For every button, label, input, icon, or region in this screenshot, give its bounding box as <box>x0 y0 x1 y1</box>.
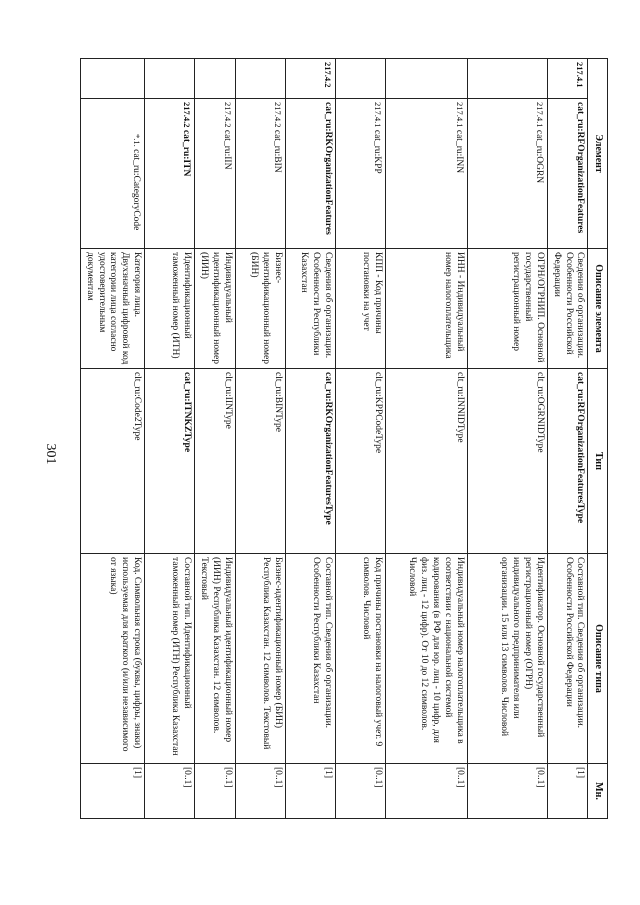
element-description: КПП - Код причины постановки на учет <box>335 249 385 369</box>
element-name-text: cat_ru:CategoryCode <box>131 149 142 231</box>
element-description: Индивидуальный идентификационный номер (ИИН) <box>195 249 236 369</box>
type-description: Индивидуальный идентификационный номер (ИИН) Республика Казахстан. 12 символов. Текстовый <box>195 554 236 764</box>
type-description: Составной тип. Идентификационный таможенный номер (ИТН) Республика Казахстан <box>145 554 195 764</box>
table-row <box>80 59 144 819</box>
element-type: clt_ru:OGRNIDType <box>467 369 547 554</box>
header-multiplicity: Мн. <box>588 764 608 819</box>
element-type: clt_ru:Code2Type <box>80 369 144 554</box>
multiplicity: [1] <box>547 764 588 819</box>
row-number: 217.4.1 <box>454 102 465 128</box>
table-row <box>195 59 236 819</box>
page-number: 301 <box>43 443 58 465</box>
element-description: ИНН - Индивидуальный номер налогоплательщика <box>385 249 467 369</box>
element-description: Сведения об организации. Особенности Республики Казахстан <box>285 249 335 369</box>
type-description: Индивидуальный номер налогоплательщика в соответствии с национальной системой кодирования (в РФ для юр. лиц - 10 цифр, для физ. лиц - 12 цифр). От 10 до 12 символов. Числовой <box>385 554 467 764</box>
element-name <box>385 99 467 249</box>
element-description: ОГРН/ОГРНИП. Основной государственный регистрационный номер <box>467 249 547 369</box>
multiplicity: [1] <box>80 764 144 819</box>
row-number <box>80 59 144 99</box>
table-row <box>145 59 195 819</box>
header-element: Элемент <box>588 59 608 249</box>
element-name <box>145 99 195 249</box>
row-number <box>335 59 385 99</box>
element-name <box>335 99 385 249</box>
element-name-text: cat_ru:IIN <box>221 129 232 170</box>
element-type: clt_ru:BINType <box>235 369 285 554</box>
element-description: Бизнес-идентификационный номер (БИН) <box>235 249 285 369</box>
header-element-description: Описание элемента <box>588 249 608 369</box>
multiplicity: [0..1] <box>385 764 467 819</box>
multiplicity: [0..1] <box>195 764 236 819</box>
element-name <box>235 99 285 249</box>
table-row <box>285 59 335 819</box>
element-type: cat_ru:ITNKZType <box>145 369 195 554</box>
element-description: Категория лица. Двухзначный цифровой код категории лица согласно удостоверительным документам <box>80 249 144 369</box>
type-description: Составной тип. Сведения об организации. Особенности Республики Казахстан <box>285 554 335 764</box>
table-header-row <box>588 59 608 819</box>
element-name <box>195 99 236 249</box>
row-number <box>145 59 195 99</box>
element-name-text: cat_ru:BIN <box>271 129 282 173</box>
table-row <box>547 59 588 819</box>
type-description: Составной тип. Сведения об организации. Особенности Российской Федерации <box>547 554 588 764</box>
row-number: 217.4.1 <box>547 59 588 99</box>
row-number <box>195 59 236 99</box>
row-number: 217.4.2 <box>222 102 233 128</box>
multiplicity: [0..1] <box>145 764 195 819</box>
type-description: Идентификатор. Основной государственный регистрационный номер (ОГРН) индивидуального предпринимателя или организации. 15 или 13 символов. Числовой <box>467 554 547 764</box>
element-name-text: cat_ru:ITN <box>181 129 192 177</box>
row-number: *.1. <box>132 134 143 147</box>
multiplicity: [1] <box>285 764 335 819</box>
row-number <box>385 59 467 99</box>
element-name: cat_ru:RFOrganizationFeatures <box>547 99 588 249</box>
header-type-description: Описание типа <box>588 554 608 764</box>
element-name-text: cat_ru:KPP <box>371 129 382 174</box>
table-row <box>467 59 547 819</box>
multiplicity: [0..1] <box>467 764 547 819</box>
row-number <box>235 59 285 99</box>
type-description: Бизнес-идентификационный номер (БИН) Республика Казахстан. 12 символов. Текстовый <box>235 554 285 764</box>
row-number: 217.4.2 <box>285 59 335 99</box>
element-name: cat_ru:RKOrganizationFeatures <box>285 99 335 249</box>
row-number: 217.4.1 <box>372 102 383 128</box>
element-name-text: cat_ru:INN <box>453 129 464 174</box>
table-row <box>385 59 467 819</box>
element-type: clt_ru:KPPCodeType <box>335 369 385 554</box>
element-type: clt_ru:IINType <box>195 369 236 554</box>
element-description: Идентификационный таможенный номер (ИТН) <box>145 249 195 369</box>
row-number <box>467 59 547 99</box>
element-description: Сведения об организации. Особенности Российской Федерации <box>547 249 588 369</box>
table-row <box>235 59 285 819</box>
element-type: clt_ru:INNIDType <box>385 369 467 554</box>
element-name <box>467 99 547 249</box>
schema-table <box>80 58 608 819</box>
rotated-page-area <box>84 58 608 818</box>
header-type: Тип <box>588 369 608 554</box>
multiplicity: [0..1] <box>235 764 285 819</box>
row-number: 217.4.2 <box>272 102 283 128</box>
element-name-text: cat_ru:OGRN <box>533 129 544 184</box>
row-number: 217.4.2 <box>182 102 193 128</box>
element-type: cat_ru:RFOrganizationFeaturesType <box>547 369 588 554</box>
multiplicity: [0..1] <box>335 764 385 819</box>
row-number: 217.4.1 <box>534 102 545 128</box>
table-body <box>80 59 588 819</box>
type-description: Код. Символьная строка (буквы, цифры, знаки) используемая для краткого (и/или независимого от языка) <box>80 554 144 764</box>
element-type: cat_ru:RKOrganizationFeaturesType <box>285 369 335 554</box>
element-name <box>80 99 144 249</box>
type-description: Код причины постановки на налоговый учет. 9 символов. Числовой <box>335 554 385 764</box>
table-row <box>335 59 385 819</box>
